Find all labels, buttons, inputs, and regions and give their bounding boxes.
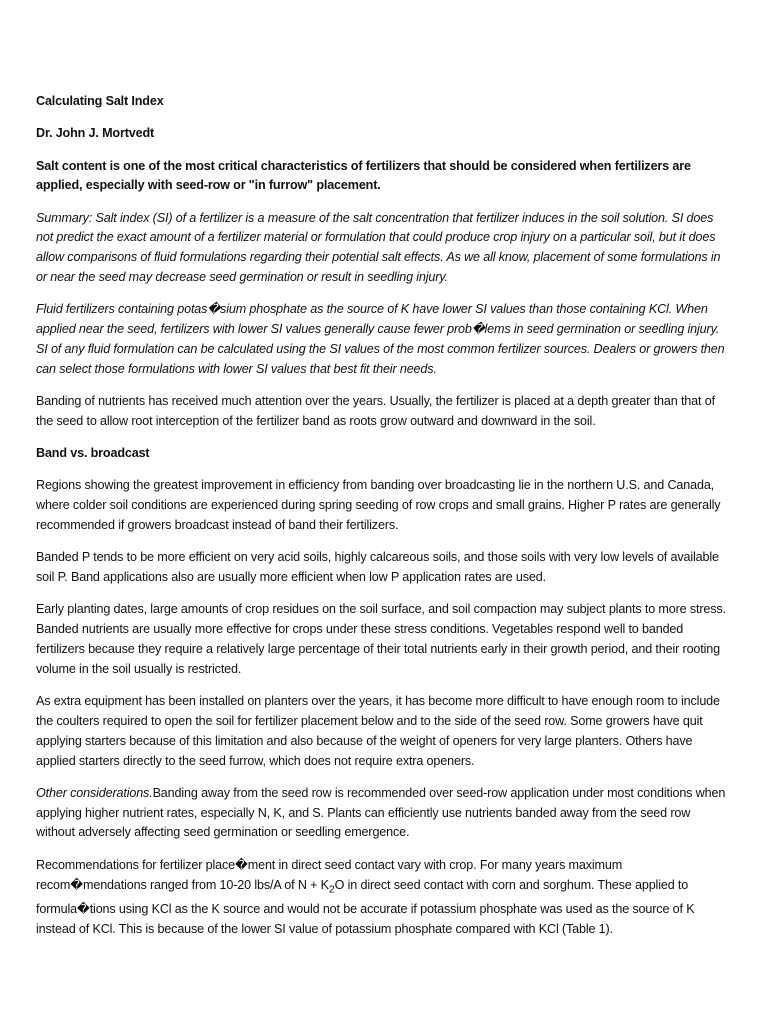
recommendations-text-1: Recommendations for fertilizer place�ment in direct seed contact vary with crop. For many years maximum recom�mendations ranged from 10-20 lbs/A of N + K xyxy=(36,857,623,892)
section-heading-band-vs-broadcast: Band vs. broadcast xyxy=(36,446,150,461)
recommendations-paragraph xyxy=(36,856,732,940)
regions-paragraph: Regions showing the greatest improvement in efficiency from banding over broadcasting lie in the northern U.S. and Canada, where colder soil conditions are experienced during spring seeding of row crops and small grains. Higher P rates are generally recommended if growers broadcast instead of band their fertilizers. xyxy=(36,478,721,533)
other-considerations-paragraph xyxy=(36,784,732,843)
document-title: Calculating Salt Index xyxy=(36,94,164,108)
extra-equipment-paragraph: As extra equipment has been installed on planters over the years, it has become more difficult to have enough room to include the coulters required to open the soil for fertilizer placement below and to the side of the seed row. Some growers have quit applying starters because of this limitation and also because of the weight of openers for very large planters. Others have applied starters directly to the seed furrow, which does not require extra openers. xyxy=(36,694,720,768)
document-author: Dr. John J. Mortvedt xyxy=(36,126,155,141)
banding-paragraph: Banding of nutrients has received much attention over the years. Usually, the fertilizer is placed at a depth greater than that of the seed to allow root interception of the fertilizer band as roots grow outward and downward in the soil. xyxy=(36,394,715,428)
early-planting-paragraph: Early planting dates, large amounts of crop residues on the soil surface, and soil compaction may subject plants to more stress. Banded nutrients are usually more effective for crops under these stress conditions. Vegetables respond well to banded fertilizers because they require a relatively large percentage of their total nutrients early in their growth period, and their rooting volume in the soil usually is restricted. xyxy=(36,602,726,676)
summary-paragraph-2: Fluid fertilizers containing potas�sium phosphate as the source of K have lower SI values than those containing KCl. When applied near the seed, fertilizers with lower SI values generally cause fewer prob�lems in seed germination or seedling injury. SI of any fluid formulation can be calculated using the SI values of the most common fertilizer sources. Dealers or growers then can select those formulations with lower SI values that best fit their needs. xyxy=(36,302,725,376)
subscript-two: 2 xyxy=(328,883,335,896)
summary-paragraph-1: Summary: Salt index (SI) of a fertilizer is a measure of the salt concentration that fertilizer induces in the soil solution. SI does not predict the exact amount of a fertilizer material or formulation that could produce crop injury on a particular soil, but it does allow comparisons of fluid formulations regarding their potential salt effects. As we all know, placement of some formulations in or near the seed may decrease seed germination or result in seedling injury. xyxy=(36,210,721,285)
document-page xyxy=(36,92,732,952)
other-considerations-text: Banding away from the seed row is recommended over seed-row application under most conditions when applying higher nutrient rates, especially N, K, and S. Plants can efficiently use nutrients banded away from the seed row without adversely affecting seed germination or seedling emergence. xyxy=(36,785,726,840)
banded-p-paragraph: Banded P tends to be more efficient on very acid soils, highly calcareous soils, and those soils with very low levels of available soil P. Band applications also are usually more efficient when low P application rates are used. xyxy=(36,550,719,585)
other-considerations-label: Other considerations. xyxy=(36,785,153,800)
recommendations-text-2: O in direct seed contact with corn and sorghum. These applied to formula�tions using KCl as the K source and would not be accurate if potassium phosphate was used as the source of K instead of KCl. This is because of the lower SI value of potassium phosphate compared with KCl (Table 1). xyxy=(36,877,695,936)
lead-paragraph: Salt content is one of the most critical characteristics of fertilizers that should be considered when fertilizers are applied, especially with seed-row or "in furrow" placement. xyxy=(36,158,691,193)
